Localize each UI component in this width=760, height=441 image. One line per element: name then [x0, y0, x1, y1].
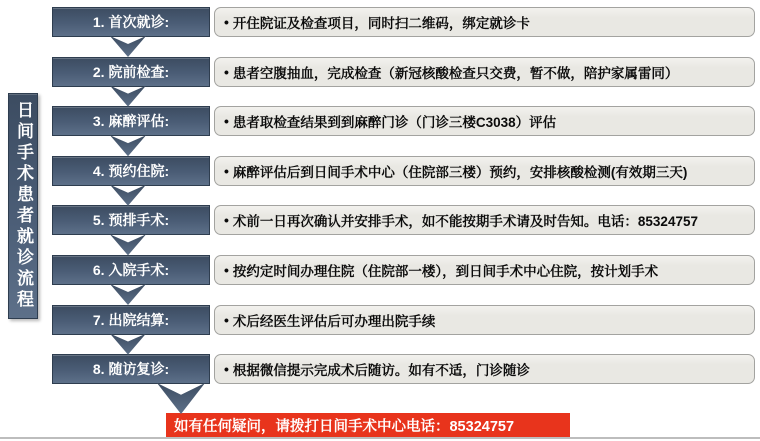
step-label: 6. 入院手术:: [52, 255, 210, 285]
bullet-icon: •: [224, 113, 229, 130]
step-description: [214, 255, 755, 285]
step-label: 7. 出院结算:: [52, 305, 210, 335]
down-arrow-icon: [110, 284, 146, 305]
step-description-text: 术前一日再次确认并安排手术，如不能按期手术请及时告知。电话：85324757: [232, 214, 698, 230]
bullet-icon: •: [224, 63, 229, 80]
process-title-banner: [8, 93, 38, 319]
contact-notice: 如有任何疑问，请拨打日间手术中心电话：85324757: [174, 418, 515, 435]
bullet-icon: •: [224, 212, 229, 229]
step-description: [214, 106, 755, 136]
step-description-text: 根据微信提示完成术后随访。如有不适，门诊随诊: [232, 363, 530, 379]
step-row-1: [52, 7, 755, 37]
down-arrow-icon: [110, 36, 146, 57]
down-arrow-icon: [110, 135, 146, 156]
step-description: [214, 205, 755, 235]
step-label: 4. 预约住院:: [52, 156, 210, 186]
down-arrow-icon: [110, 86, 146, 107]
bullet-icon: •: [224, 361, 229, 378]
down-arrow-icon: [110, 185, 146, 206]
process-title: 日间手术患者就诊流程: [14, 101, 33, 311]
step-description: [214, 7, 755, 37]
bullet-icon: •: [224, 261, 229, 278]
step-description-text: 患者取检查结果到到麻醉门诊（门诊三楼C3038）评估: [232, 115, 557, 131]
step-row-3: [52, 106, 755, 136]
step-row-5: [52, 205, 755, 235]
step-label: 5. 预排手术:: [52, 205, 210, 235]
step-description-text: 患者空腹抽血，完成检查（新冠核酸检查只交费，暂不做，陪护家属雷同）: [232, 65, 679, 81]
step-label: 8. 随访复诊:: [52, 354, 210, 384]
step-description-text: 开住院证及检查项目，同时扫二维码，绑定就诊卡: [232, 16, 530, 31]
step-row-6: [52, 255, 755, 285]
slide-bottom-divider: [0, 437, 760, 439]
bullet-icon: •: [224, 162, 229, 179]
step-label: 3. 麻醉评估:: [52, 106, 210, 136]
step-row-4: [52, 156, 755, 186]
step-row-2: [52, 57, 755, 87]
down-arrow-icon: [157, 383, 205, 414]
step-description-text: 术后经医生评估后可办理出院手续: [232, 313, 436, 329]
step-description: [214, 57, 755, 87]
step-description: [214, 305, 755, 335]
step-description: [214, 156, 755, 186]
steps-flow: [52, 7, 755, 384]
step-label: 1. 首次就诊:: [52, 7, 210, 37]
down-arrow-icon: [110, 234, 146, 255]
step-row-7: [52, 305, 755, 335]
step-description-text: 按约定时间办理住院（住院部一楼），到日间手术中心住院，按计划手术: [232, 263, 659, 279]
step-description-text: 麻醉评估后到日间手术中心（住院部三楼）预约，安排核酸检测(有效期三天): [232, 164, 688, 180]
bullet-icon: •: [224, 311, 229, 328]
step-row-8: [52, 354, 755, 384]
step-label: 2. 院前检查:: [52, 57, 210, 87]
bullet-icon: •: [224, 14, 229, 30]
contact-banner: [166, 413, 570, 437]
down-arrow-icon: [110, 334, 146, 355]
step-description: [214, 354, 755, 384]
